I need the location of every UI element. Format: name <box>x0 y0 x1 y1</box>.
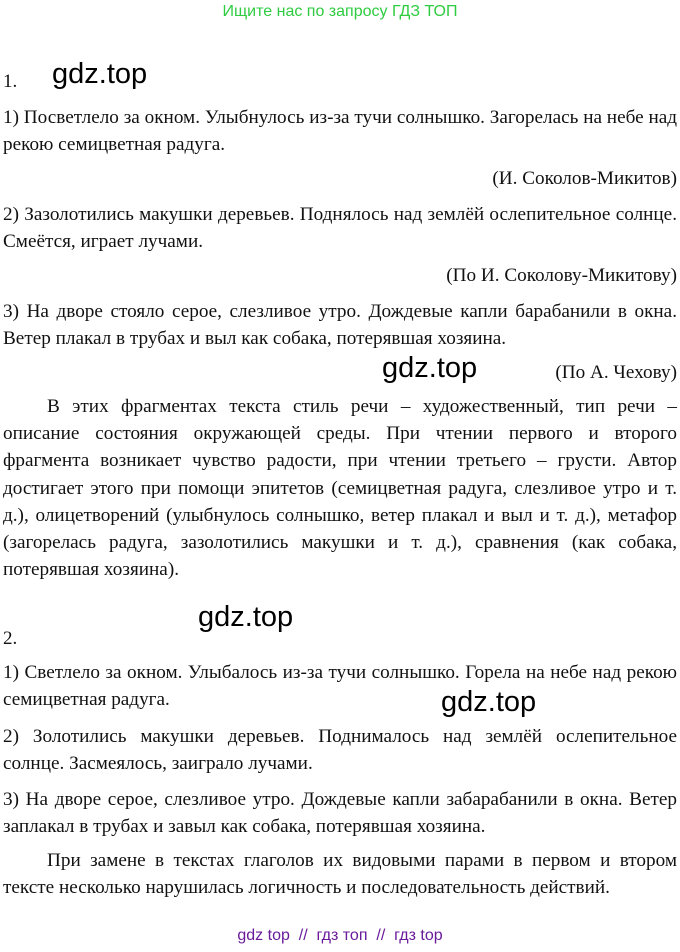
footer-links: gdz top // гдз топ // гдз top <box>237 927 443 944</box>
section-1-number: 1. <box>3 71 18 92</box>
section-1-fragment-1: 1) Посветлело за окном. Улыбнулось из-за тучи солнышко. Загорелась на небе над рекою семицветная радуга. <box>3 107 677 156</box>
watermark: gdz.top <box>52 58 148 90</box>
section-1-fragment-2: 2) Зазолотились макушки деревьев. Поднялось над землёй ослепительное солнце. Смеётся, играет лучами. <box>3 204 677 253</box>
section-2-fragment-2: 2) Золотились макушки деревьев. Поднималось над землёй ослепительное солнце. Засмеялось, заиграло лучами. <box>3 726 677 775</box>
section-1-fragment-3: 3) На дворе стояло серое, слезливое утро. Дождевые капли барабанили в окна. Ветер плакал в трубах и выл как собака, потерявшая хозяина. <box>3 301 677 350</box>
section-2-fragment-3: 3) На дворе серое, слезливое утро. Дождевые капли забарабанили в окна. Ветер заплакал в трубах и завыл как собака, потерявшая хозяина. <box>3 789 677 838</box>
section-2-conclusion: При замене в текстах глаголов их видовыми парами в первом и втором тексте несколько нарушилась логичность и последовательность действий. <box>3 850 677 899</box>
section-1-fragment-1-author: (И. Соколов-Микитов) <box>492 168 677 189</box>
watermark: gdz.top <box>441 686 537 718</box>
section-1-analysis: В этих фрагментах текста стиль речи – художественный, тип речи – описание состояния окружающей среды. При чтении первого и второго фрагмента возникает чувство радости, при чтении третьего – грусти. Автор достигает этого при помощи эпитетов (семицветная радуга, слезливое утро и т. д.), олицетворений (улыбнулось солнышко, ветер плакал и выл и т. д.), метафор (загорелась радуга, зазолотились макушки и т. д.), сравнения (как собака, потерявшая хозяина). <box>3 396 677 581</box>
section-2-fragment-1: 1) Светлело за окном. Улыбалось из-за тучи солнышко. Горела на небе над рекою семицветная радуга. <box>3 662 677 711</box>
watermark: gdz.top <box>198 601 294 633</box>
top-banner: Ищите нас по запросу ГДЗ ТОП <box>222 3 458 20</box>
section-1-fragment-3-author: (По А. Чехову) <box>555 362 677 383</box>
watermark: gdz.top <box>382 352 478 384</box>
section-2-number: 2. <box>3 628 18 649</box>
section-1-fragment-2-author: (По И. Соколову-Микитову) <box>446 265 677 286</box>
